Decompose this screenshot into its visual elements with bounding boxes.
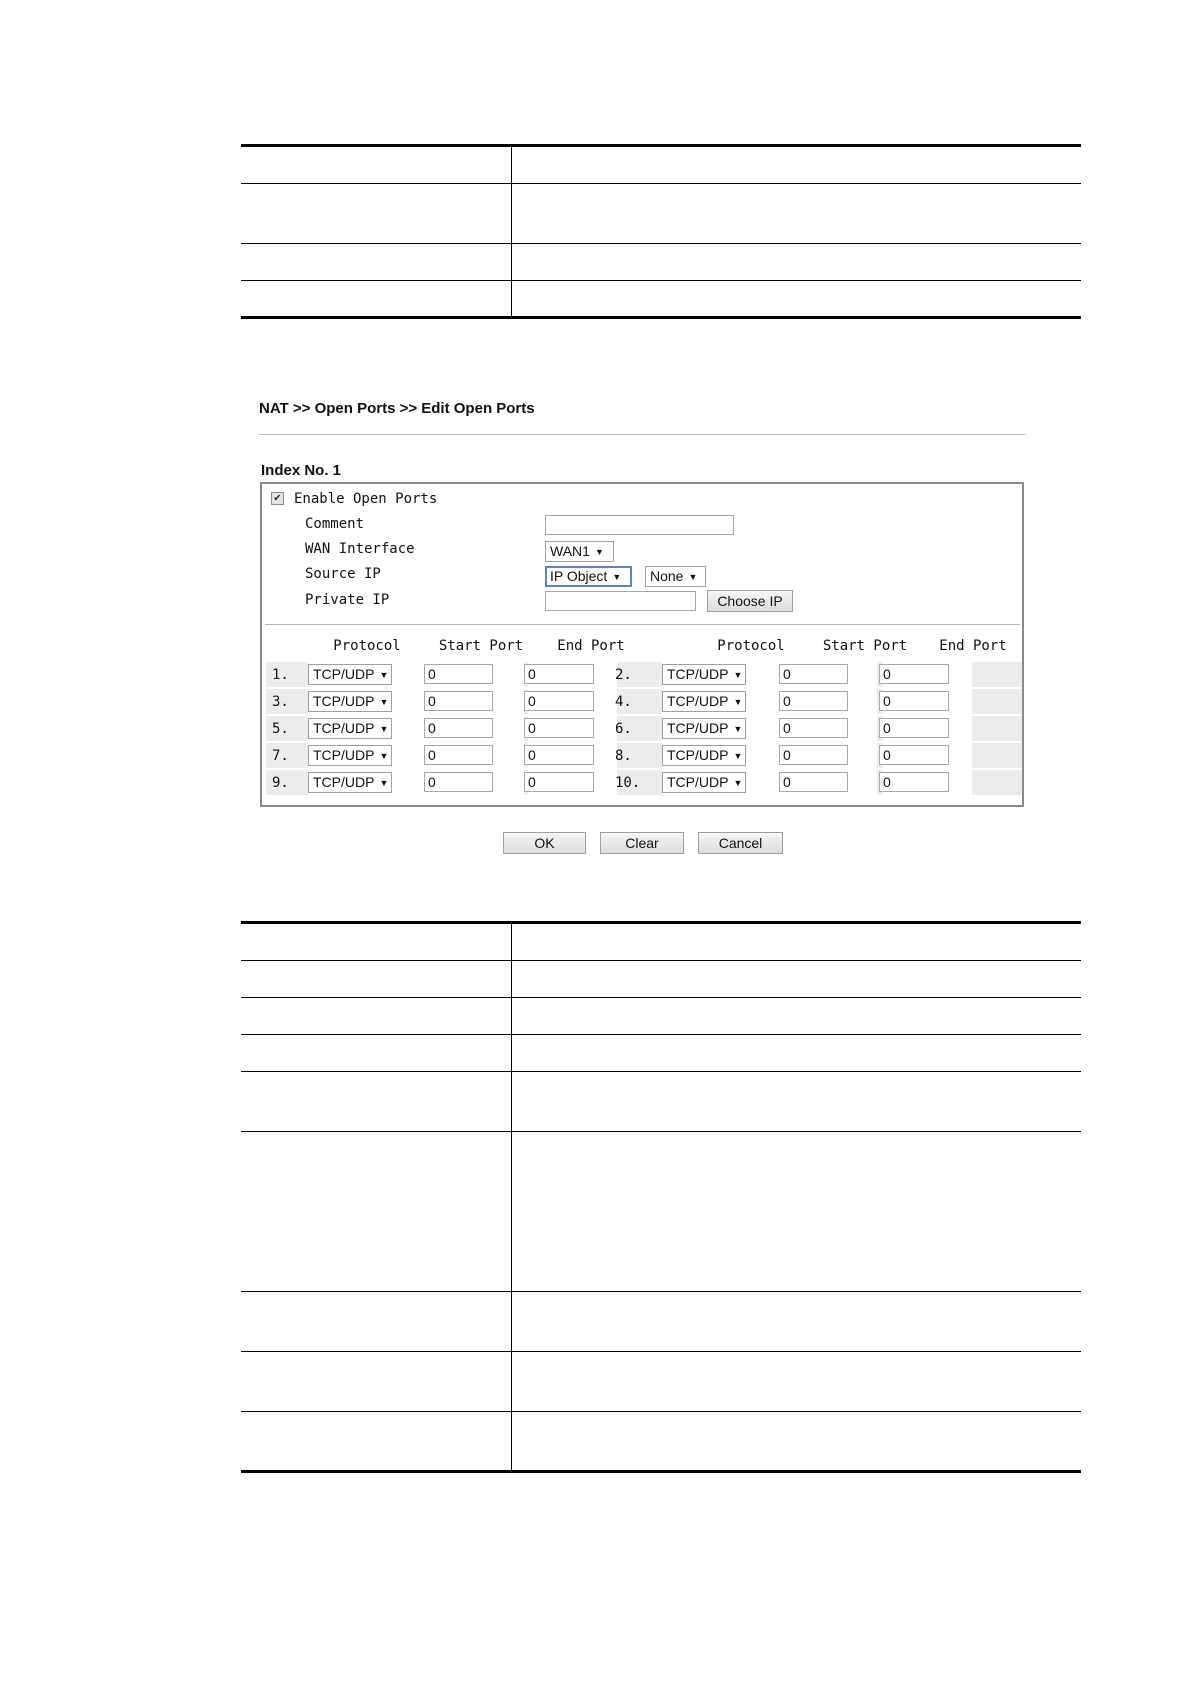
row-number: 1. xyxy=(272,667,289,683)
chevron-down-icon: ▼ xyxy=(612,572,622,582)
row-number: 7. xyxy=(272,748,289,764)
breadcrumb: NAT >> Open Ports >> Edit Open Ports xyxy=(259,400,535,417)
protocol-select[interactable]: TCP/UDP ▼ xyxy=(308,772,392,793)
cancel-button[interactable]: Cancel xyxy=(698,832,783,854)
wan-interface-select[interactable]: WAN1 ▼ xyxy=(545,541,614,562)
port-row xyxy=(266,662,1022,687)
port-row xyxy=(266,689,1022,714)
chevron-down-icon: ▼ xyxy=(733,751,743,761)
row-number: 9. xyxy=(272,775,289,791)
end-port-input[interactable]: 0 xyxy=(879,772,949,792)
start-port-input[interactable]: 0 xyxy=(779,772,848,792)
end-port-input[interactable]: 0 xyxy=(879,691,949,711)
private-ip-label: Private IP xyxy=(305,592,390,608)
start-port-input[interactable]: 0 xyxy=(779,745,848,765)
checkbox-checked-icon: ✔ xyxy=(273,493,282,504)
ok-button[interactable]: OK xyxy=(503,832,586,854)
column-header-start-port: Start Port xyxy=(438,638,524,654)
column-header-protocol-2: Protocol xyxy=(717,638,785,654)
column-header-protocol: Protocol xyxy=(333,638,401,654)
start-port-input[interactable]: 0 xyxy=(424,745,493,765)
header-divider xyxy=(259,434,1026,435)
protocol-select[interactable]: TCP/UDP ▼ xyxy=(662,691,746,712)
clear-button[interactable]: Clear xyxy=(600,832,684,854)
protocol-select[interactable]: TCP/UDP ▼ xyxy=(308,745,392,766)
protocol-select[interactable]: TCP/UDP ▼ xyxy=(308,664,392,685)
start-port-input[interactable]: 0 xyxy=(779,718,848,738)
port-row xyxy=(266,743,1022,768)
chevron-down-icon: ▼ xyxy=(688,572,698,582)
row-number: 8. xyxy=(615,748,632,764)
enable-open-ports-label: Enable Open Ports xyxy=(294,491,438,507)
protocol-select[interactable]: TCP/UDP ▼ xyxy=(662,772,746,793)
column-header-start-port-2: Start Port xyxy=(822,638,908,654)
source-ip-type-select[interactable]: IP Object ▼ xyxy=(545,566,632,587)
column-header-end-port: End Port xyxy=(557,638,625,654)
end-port-input[interactable]: 0 xyxy=(879,745,949,765)
start-port-input[interactable]: 0 xyxy=(424,772,493,792)
chevron-down-icon: ▼ xyxy=(733,724,743,734)
index-label: Index No. 1 xyxy=(261,462,342,479)
protocol-select[interactable]: TCP/UDP ▼ xyxy=(662,718,746,739)
chevron-down-icon: ▼ xyxy=(379,778,389,788)
chevron-down-icon: ▼ xyxy=(379,751,389,761)
port-row xyxy=(266,770,1022,795)
protocol-select[interactable]: TCP/UDP ▼ xyxy=(662,745,746,766)
chevron-down-icon: ▼ xyxy=(733,778,743,788)
start-port-input[interactable]: 0 xyxy=(424,664,493,684)
description-table-bottom xyxy=(241,921,1081,1473)
end-port-input[interactable]: 0 xyxy=(524,691,594,711)
end-port-input[interactable]: 0 xyxy=(524,718,594,738)
source-ip-object-select[interactable]: None ▼ xyxy=(645,566,706,587)
chevron-down-icon: ▼ xyxy=(733,697,743,707)
chevron-down-icon: ▼ xyxy=(733,670,743,680)
enable-open-ports-checkbox[interactable] xyxy=(271,492,284,505)
chevron-down-icon: ▼ xyxy=(379,697,389,707)
end-port-input[interactable]: 0 xyxy=(879,664,949,684)
comment-input[interactable] xyxy=(545,515,734,535)
chevron-down-icon: ▼ xyxy=(594,547,604,557)
end-port-input[interactable]: 0 xyxy=(524,664,594,684)
start-port-input[interactable]: 0 xyxy=(424,718,493,738)
row-number: 4. xyxy=(615,694,632,710)
row-number: 2. xyxy=(615,667,632,683)
column-header-end-port-2: End Port xyxy=(939,638,1007,654)
start-port-input[interactable]: 0 xyxy=(779,691,848,711)
comment-label: Comment xyxy=(305,516,365,532)
port-row xyxy=(266,716,1022,741)
chevron-down-icon: ▼ xyxy=(379,724,389,734)
wan-interface-label: WAN Interface xyxy=(305,541,415,557)
protocol-select[interactable]: TCP/UDP ▼ xyxy=(308,691,392,712)
end-port-input[interactable]: 0 xyxy=(524,772,594,792)
private-ip-input[interactable] xyxy=(545,591,696,611)
form-divider xyxy=(265,624,1020,625)
protocol-select[interactable]: TCP/UDP ▼ xyxy=(662,664,746,685)
row-number: 6. xyxy=(615,721,632,737)
source-ip-label: Source IP xyxy=(305,566,381,582)
end-port-input[interactable]: 0 xyxy=(879,718,949,738)
end-port-input[interactable]: 0 xyxy=(524,745,594,765)
row-number: 3. xyxy=(272,694,289,710)
row-number: 10. xyxy=(615,775,641,791)
choose-ip-button[interactable]: Choose IP xyxy=(707,590,793,612)
start-port-input[interactable]: 0 xyxy=(424,691,493,711)
description-table-top xyxy=(241,144,1081,319)
protocol-select[interactable]: TCP/UDP ▼ xyxy=(308,718,392,739)
row-number: 5. xyxy=(272,721,289,737)
start-port-input[interactable]: 0 xyxy=(779,664,848,684)
open-ports-panel xyxy=(260,482,1024,807)
chevron-down-icon: ▼ xyxy=(379,670,389,680)
